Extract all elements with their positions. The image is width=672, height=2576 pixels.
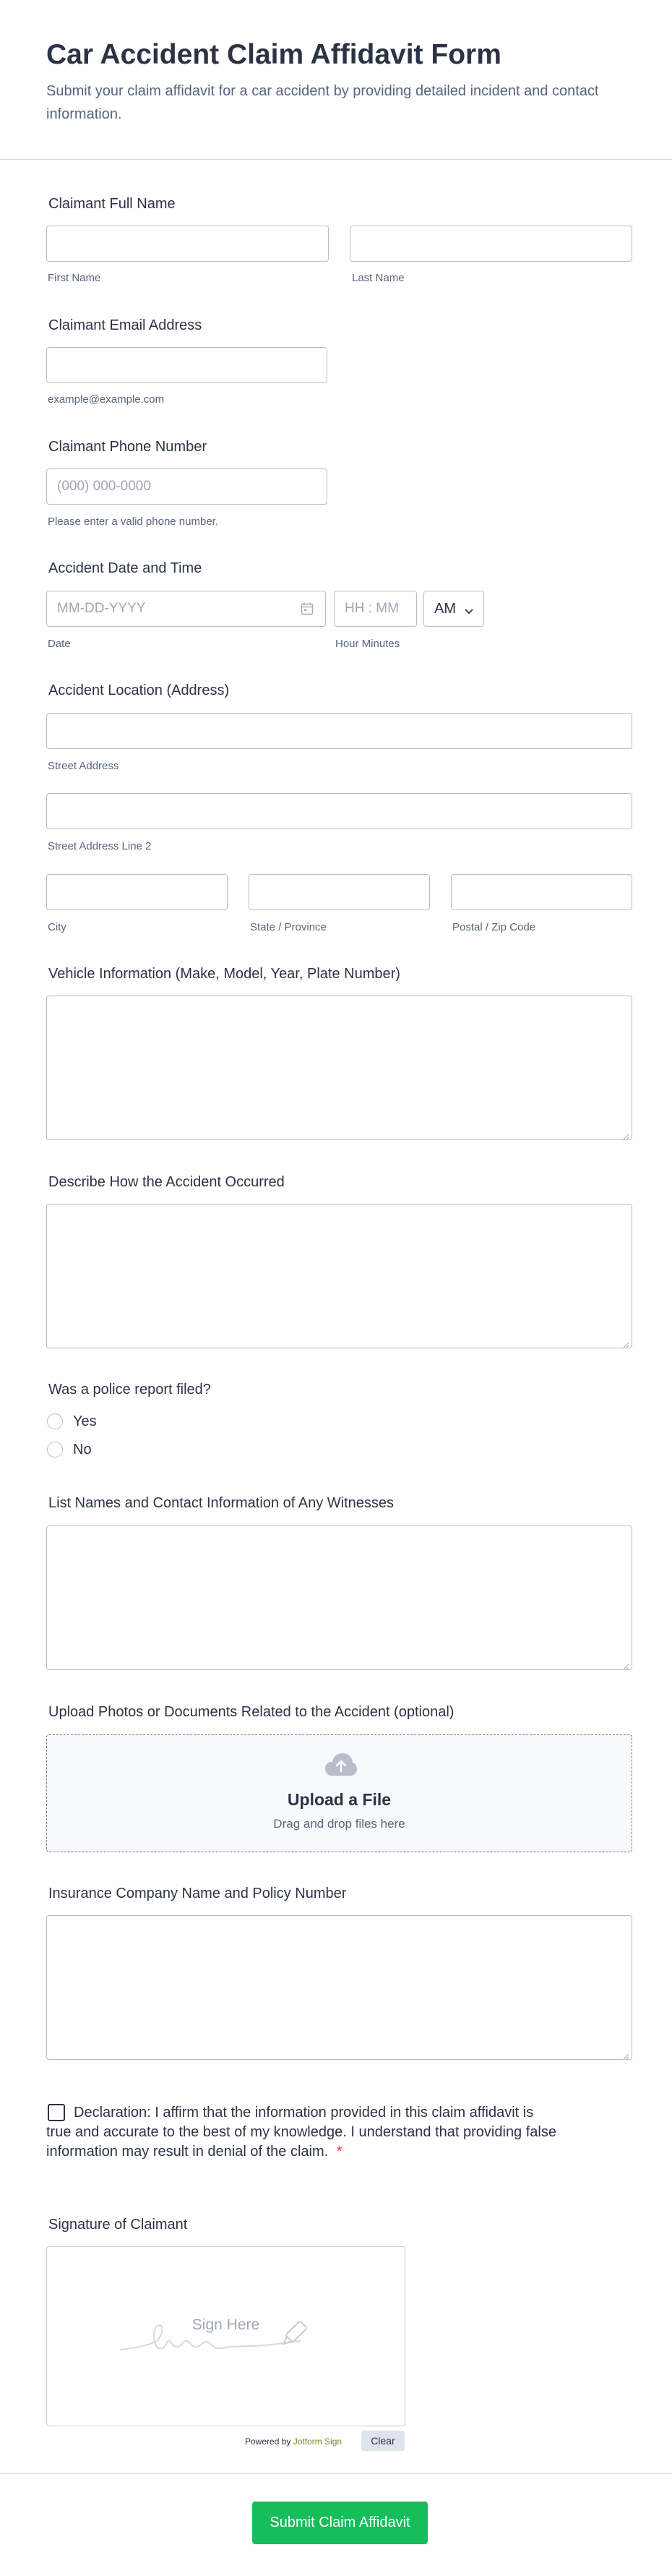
insurance-textarea[interactable] (46, 1915, 632, 2060)
form-title: Car Accident Claim Affidavit Form (46, 39, 501, 70)
time-placeholder: HH : MM (345, 601, 399, 616)
ampm-value: AM (434, 601, 456, 617)
first-name-sublabel: First Name (48, 272, 101, 284)
police-no-radio[interactable] (47, 1442, 63, 1458)
city-input[interactable] (46, 874, 228, 910)
location-label: Accident Location (Address) (48, 682, 230, 698)
street-address-line2-input[interactable] (46, 793, 632, 829)
upload-hint: Drag and drop files here (273, 1817, 405, 1831)
required-asterisk: * (336, 2144, 343, 2160)
sign-here-placeholder: Sign Here (191, 2316, 260, 2333)
describe-label: Describe How the Accident Occurred (48, 1174, 285, 1190)
upload-title: Upload a File (287, 1790, 392, 1809)
time-sublabel: Hour Minutes (335, 638, 400, 650)
powered-by-prefix: Powered by (245, 2436, 291, 2447)
ampm-select[interactable] (423, 591, 484, 627)
police-yes-radio[interactable] (47, 1413, 63, 1429)
chevron-down-icon (465, 605, 473, 618)
email-sublabel: example@example.com (48, 393, 165, 406)
street-address-input[interactable] (46, 713, 632, 749)
email-input[interactable] (46, 347, 327, 383)
phone-sublabel: Please enter a valid phone number. (48, 515, 218, 528)
date-placeholder: MM-DD-YYYY (57, 601, 146, 616)
signature-pad[interactable] (46, 2246, 405, 2426)
jotform-sign-link[interactable]: Jotform Sign (293, 2436, 343, 2447)
submit-button[interactable]: Submit Claim Affidavit (252, 2502, 428, 2544)
phone-input[interactable] (46, 468, 327, 505)
insurance-label: Insurance Company Name and Policy Number (48, 1886, 347, 1901)
first-name-input[interactable] (46, 226, 329, 262)
upload-label: Upload Photos or Documents Related to the Accident (optional) (48, 1704, 455, 1720)
last-name-sublabel: Last Name (352, 272, 405, 284)
declaration-label: Declaration: I affirm that the information provided in this claim affidavit is true and accurate to the best of my knowledge. I understand that providing false information may result in denial of the claim. (46, 2105, 556, 2160)
declaration-text[interactable] (46, 2103, 559, 2162)
time-input[interactable] (334, 591, 417, 627)
clear-signature-button[interactable]: Clear (361, 2431, 405, 2451)
resize-grip-icon[interactable] (623, 2050, 629, 2057)
resize-grip-icon[interactable] (623, 1131, 629, 1137)
city-sublabel: City (48, 921, 66, 933)
resize-grip-icon[interactable] (623, 1661, 629, 1667)
signature-label: Signature of Claimant (48, 2217, 188, 2233)
full-name-label: Claimant Full Name (48, 196, 176, 212)
zip-input[interactable] (451, 874, 632, 910)
witnesses-textarea[interactable] (46, 1526, 632, 1670)
phone-label: Claimant Phone Number (48, 439, 207, 455)
powered-by (245, 2436, 342, 2447)
state-input[interactable] (249, 874, 430, 910)
police-yes-label[interactable]: Yes (73, 1413, 97, 1429)
resize-grip-icon[interactable] (623, 1339, 629, 1345)
cloud-upload-icon (324, 1753, 358, 1781)
police-no-label[interactable]: No (73, 1442, 92, 1458)
street-address-line2-sublabel: Street Address Line 2 (48, 840, 152, 852)
phone-placeholder: (000) 000-0000 (57, 479, 151, 494)
form-subtitle: Submit your claim affidavit for a car accident by providing detailed incident and contact information. (46, 83, 599, 122)
date-sublabel: Date (48, 638, 71, 650)
upload-dropzone[interactable] (46, 1734, 632, 1852)
vehicle-label: Vehicle Information (Make, Model, Year, Plate Number) (48, 966, 400, 982)
describe-textarea[interactable] (46, 1204, 632, 1348)
footer-divider (0, 2473, 672, 2474)
witnesses-label: List Names and Contact Information of Any Witnesses (48, 1495, 394, 1511)
zip-sublabel: Postal / Zip Code (452, 921, 536, 933)
datetime-label: Accident Date and Time (48, 560, 202, 576)
last-name-input[interactable] (350, 226, 632, 262)
date-input[interactable] (46, 591, 326, 627)
vehicle-textarea[interactable] (46, 996, 632, 1140)
form-header (0, 0, 672, 160)
calendar-icon[interactable] (301, 602, 314, 619)
email-label: Claimant Email Address (48, 317, 202, 333)
state-sublabel: State / Province (250, 921, 327, 933)
street-address-sublabel: Street Address (48, 760, 119, 772)
police-report-label: Was a police report filed? (48, 1382, 211, 1398)
